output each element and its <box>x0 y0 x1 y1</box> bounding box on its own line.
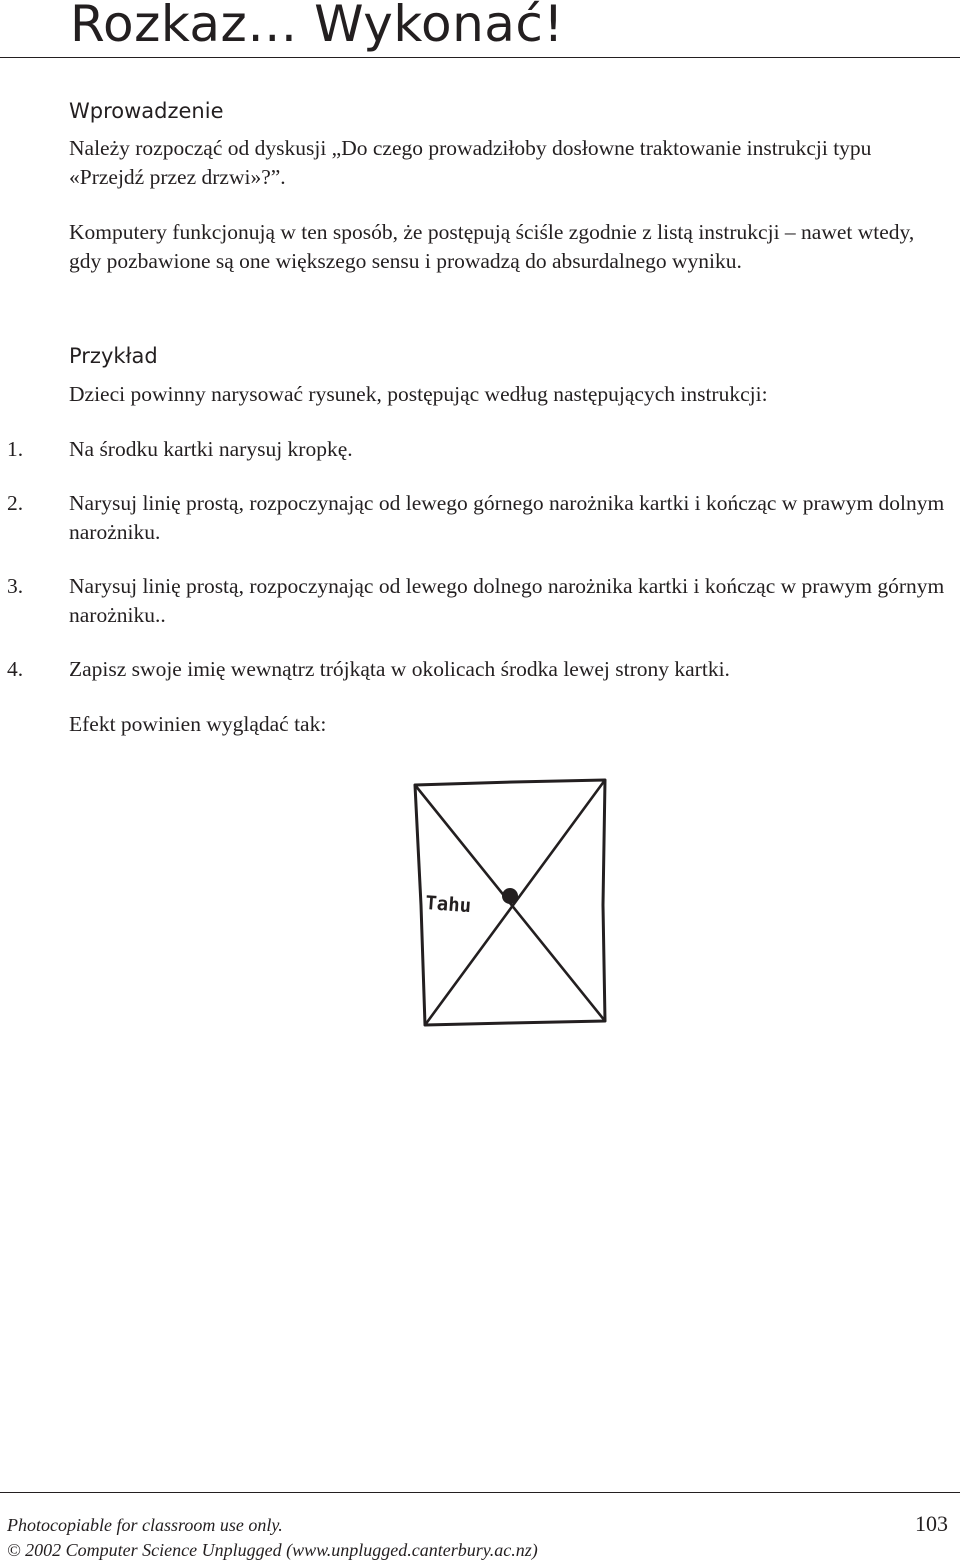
step-text: Narysuj linię prostą, rozpoczynając od lewego dolnego narożnika kartki i kończąc w prawym górnym narożniku.. <box>69 574 945 627</box>
footer-notice: Photocopiable for classroom use only. <box>7 1515 283 1535</box>
step-number: 3. <box>7 574 24 598</box>
footer-divider <box>0 1492 960 1493</box>
intro-paragraph-1: Należy rozpocząć od dyskusji „Do czego prowadziłoby dosłowne traktowanie instrukcji typu «Przejdź przez drzwi»?”. <box>69 136 872 189</box>
example-drawing <box>405 775 615 1035</box>
page-title: Rozkaz… Wykonać! <box>70 0 564 53</box>
step-text: Zapisz swoje imię wewnątrz trójkąta w okolicach środka lewej strony kartki. <box>69 657 730 681</box>
result-lead: Efekt powinien wyglądać tak: <box>69 712 327 736</box>
intro-paragraph-2: Komputery funkcjonują w ten sposób, że postępują ściśle zgodnie z listą instrukcji – nawet wtedy, gdy pozbawione są one większego sensu i prowadzą do absurdalnego wyniku. <box>69 220 915 273</box>
page-number: 103 <box>915 1511 948 1536</box>
intro-heading: Wprowadzenie <box>69 99 224 123</box>
step-number: 2. <box>7 491 24 515</box>
step-text: Narysuj linię prostą, rozpoczynając od lewego górnego narożnika kartki i kończąc w prawym dolnym narożniku. <box>69 491 945 544</box>
step-number: 4. <box>7 657 24 681</box>
example-lead: Dzieci powinny narysować rysunek, postępując według następujących instrukcji: <box>69 382 768 406</box>
step-text: Na środku kartki narysuj kropkę. <box>69 437 353 461</box>
example-heading: Przykład <box>69 344 158 368</box>
footer-copyright: © 2002 Computer Science Unplugged (www.unplugged.canterbury.ac.nz) <box>7 1540 538 1560</box>
center-dot <box>502 888 518 904</box>
step-number: 1. <box>7 437 24 461</box>
title-divider <box>0 57 960 58</box>
drawing-name-label: Tahu <box>424 892 472 918</box>
